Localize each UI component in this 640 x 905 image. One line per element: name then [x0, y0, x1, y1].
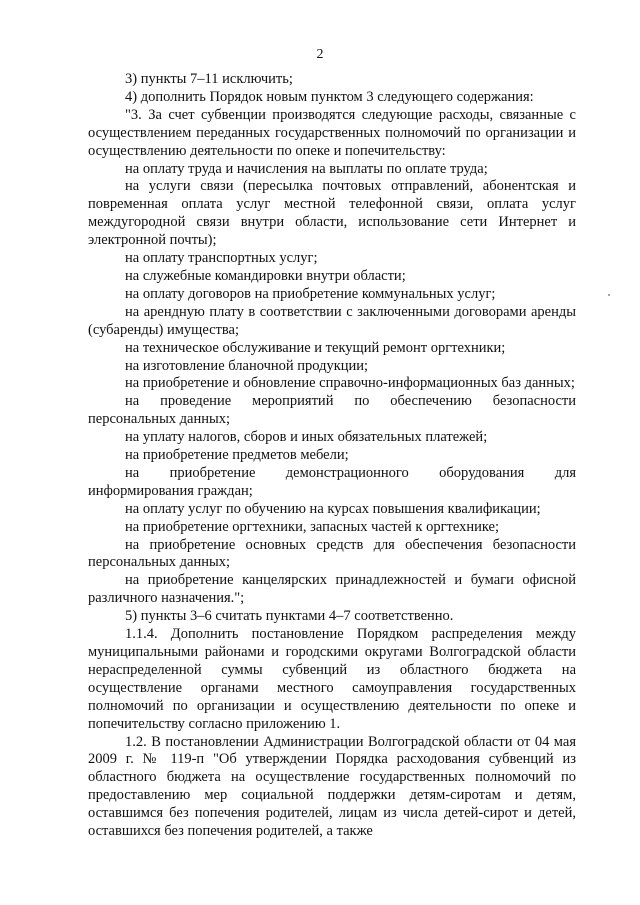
paragraph-5: на услуги связи (пересылка почтовых отправлений, абонентская и повременная оплата услуг местной телефонной связи, оплата услуг междугородной связи внутри области, использование сети Интернет и электронной почты); — [88, 178, 576, 249]
paragraph-2: 4) дополнить Порядок новым пунктом 3 следующего содержания: — [125, 88, 534, 105]
paragraph-17: на оплату услуг по обучению на курсах повышения квалификации; — [125, 500, 541, 517]
paragraph-11: на изготовление бланочной продукции; — [125, 357, 369, 374]
page-number: 2 — [316, 47, 324, 62]
paragraph-9: на арендную плату в соответствии с заключенными договорами аренды (субаренды) имущества; — [88, 303, 576, 338]
paragraph-6: на оплату транспортных услуг; — [125, 250, 318, 267]
paragraph-16: на приобретение демонстрационного оборудования для информирования граждан; — [88, 464, 576, 499]
paragraph-19: на приобретение основных средств для обеспечения безопасности персональных данных; — [88, 536, 576, 571]
paragraph-1: 3) пункты 7–11 исключить; — [125, 71, 293, 87]
paragraph-12: на приобретение и обновление справочно-информационных баз данных; — [125, 375, 575, 392]
paragraph-15: на приобретение предметов мебели; — [125, 447, 349, 464]
paragraph-13: на проведение мероприятий по обеспечению безопасности персональных данных; — [88, 393, 576, 428]
paragraph-22: 1.1.4. Дополнить постановление Порядком распределения между муниципальными районами и городскими округами Волгоградской области нераспределенной суммы субвенций из областного бюджета на осуществление органами местного самоуправления государственных полномочий по организации и осуществлению деятельности по опеке и попечительству согласно приложению 1. — [88, 626, 576, 732]
scan-speck — [608, 294, 610, 296]
paragraph-8: на оплату договоров на приобретение коммунальных услуг; — [125, 285, 496, 302]
paragraph-23: 1.2. В постановлении Администрации Волгоградской области от 04 мая 2009 г. № 119-п "Об утверждении Порядка расходования субвенций из областного бюджета на осуществление государственных полномочий по предоставлению мер социальной поддержки детям-сиротам и детям, оставшимся без попечения родителей, лицам из числа детей-сирот и детей, оставшихся без попечения родителей, а также — [88, 733, 576, 840]
paragraph-4: на оплату труда и начисления на выплаты по оплате труда; — [125, 160, 488, 177]
paragraph-18: на приобретение оргтехники, запасных частей к оргтехнике; — [125, 518, 500, 535]
paragraph-20: на приобретение канцелярских принадлежностей и бумаги офисной различного назначения."; — [88, 572, 576, 607]
paragraph-14: на уплату налогов, сборов и иных обязательных платежей; — [125, 429, 488, 446]
document-body — [88, 71, 576, 841]
paragraph-10: на техническое обслуживание и текущий ремонт оргтехники; — [125, 339, 506, 356]
paragraph-3: "3. За счет субвенции производятся следующие расходы, связанные с осуществлением переданных государственных полномочий по организации и осуществлению деятельности по опеке и попечительству: — [88, 106, 576, 159]
paragraph-21: 5) пункты 3–6 считать пунктами 4–7 соответственно. — [125, 608, 454, 625]
paragraph-7: на служебные командировки внутри области; — [125, 267, 406, 284]
